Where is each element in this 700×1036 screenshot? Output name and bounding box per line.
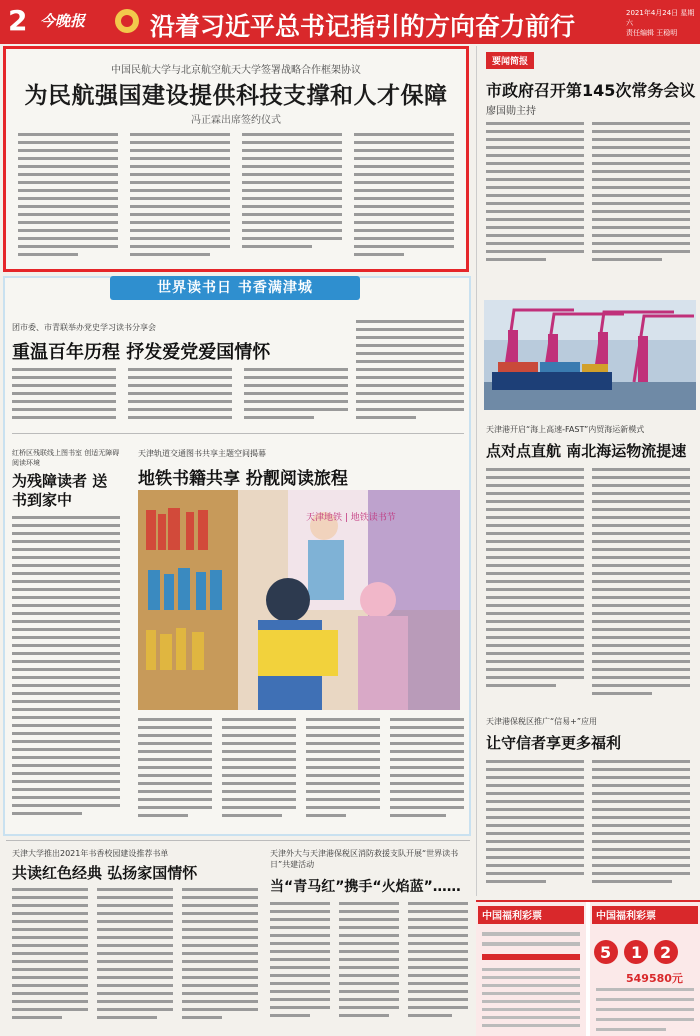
page-number: 2 xyxy=(8,4,28,37)
lead-article-highlight[interactable] xyxy=(3,46,469,272)
party-emblem-icon xyxy=(115,9,139,33)
masthead-slogan: 沿着习近平总书记指引的方向奋力前行 xyxy=(150,12,576,41)
bottom2-body-text xyxy=(270,900,468,1032)
feature-banner: 世界读书日 书香满津城 xyxy=(110,276,360,300)
news1-headline[interactable]: 市政府召开第145次常务会议 xyxy=(486,81,696,100)
port-cranes-photo xyxy=(484,300,696,410)
news1-subhead: 廖国勋主持 xyxy=(486,106,536,117)
bottom1-kicker: 天津大学推出2021年书香校园建设推荐书单 xyxy=(12,849,169,858)
feature2-body-text xyxy=(12,514,120,826)
feature1-body-text xyxy=(12,366,348,428)
feature2-kicker: 红桥区残联线上图书室 创适无障碍阅读环境 xyxy=(12,449,120,467)
news2-body-text xyxy=(486,466,690,702)
feature3-body-text xyxy=(138,716,464,828)
lottery-right-logo: 中国福利彩票 xyxy=(596,911,656,922)
lead-subtitle: 中国民航大学与北京航空航天大学签署战略合作框架协议 xyxy=(111,65,361,76)
lead-body-text xyxy=(18,131,458,263)
bottom1-body-text xyxy=(12,886,258,1032)
lottery-number-3: 2 xyxy=(660,943,672,962)
feature3-kicker: 天津轨道交通图书共享主题空间揭幕 xyxy=(138,449,266,458)
lottery-pool-amount: 549580元 xyxy=(626,972,683,985)
section-divider xyxy=(6,840,470,841)
bottom2-kicker: 天津外大与天津港保税区消防救援支队开展“世界读书日”共建活动 xyxy=(270,849,459,869)
feature3-headline[interactable]: 地铁书籍共享 扮靓阅读旅程 xyxy=(138,469,348,489)
newspaper-logo: 今晚报 xyxy=(40,12,86,30)
news2-headline[interactable]: 点对点直航 南北海运物流提速 xyxy=(486,442,687,460)
subway-reading-photo xyxy=(138,490,460,710)
masthead xyxy=(0,0,700,44)
editor-text: 责任编辑 王稳明 xyxy=(626,29,678,37)
news-brief-tag: 要闻简报 xyxy=(486,52,534,69)
news1-body-text xyxy=(486,120,690,280)
lottery-left-logo: 中国福利彩票 xyxy=(482,911,542,922)
bottom2-headline[interactable]: 当“青马红”携手“火焰蓝”…… xyxy=(270,879,461,895)
lottery-ad-graphic xyxy=(476,902,700,1036)
bottom1-headline[interactable]: 共读红色经典 弘扬家国情怀 xyxy=(12,864,198,882)
lottery-number-2: 1 xyxy=(631,943,643,962)
lottery-advertisement[interactable] xyxy=(476,900,700,1036)
feature2-headline[interactable]: 为残障读者 送书到家中 xyxy=(12,472,108,509)
news3-headline[interactable]: 让守信者享更多福利 xyxy=(486,734,622,752)
feature1-headline[interactable]: 重温百年历程 抒发爱党爱国情怀 xyxy=(12,342,271,363)
column-divider xyxy=(476,46,477,896)
feature1-kicker: 团市委、市青联举办党史学习读书分享会 xyxy=(12,323,156,332)
photo-book-caption: 天津地铁 | 地铁读书节 xyxy=(306,513,396,523)
lead-byline: 冯正霖出席签约仪式 xyxy=(191,115,281,126)
news3-kicker: 天津港保税区推广“信易+”应用 xyxy=(486,717,597,726)
masthead-date xyxy=(626,8,696,38)
section-divider xyxy=(12,433,464,434)
lead-headline[interactable]: 为民航强国建设提供科技支撑和人才保障 xyxy=(24,83,448,109)
date-text: 2021年4月24日 星期六 xyxy=(626,9,695,27)
feature1-body-text-continued xyxy=(356,318,464,428)
news2-kicker: 天津港开启“海上高速-FAST”内贸海运新模式 xyxy=(486,425,645,434)
news3-body-text xyxy=(486,758,690,894)
lottery-number-1: 5 xyxy=(600,943,612,962)
